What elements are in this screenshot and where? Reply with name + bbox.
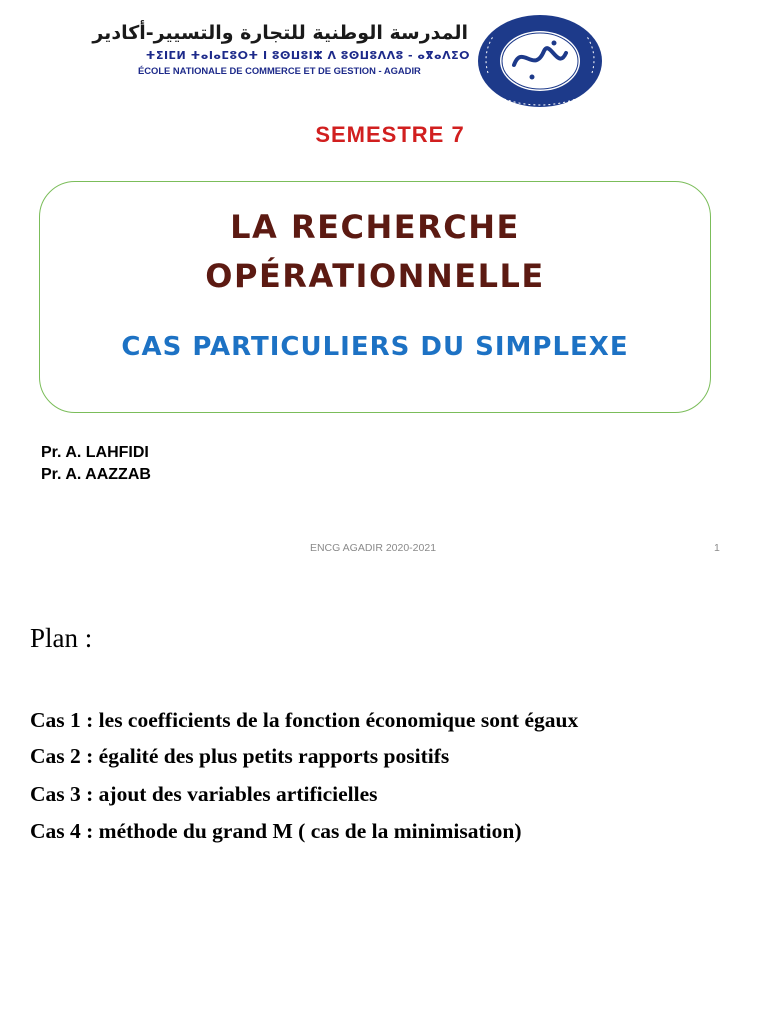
university-seal-logo <box>474 13 606 109</box>
school-name-french: ÉCOLE NATIONALE DE COMMERCE ET DE GESTION - AGADIR <box>138 65 421 76</box>
author-2: Pr. A. AAZZAB <box>41 466 151 483</box>
plan-item: Cas 2 : égalité des plus petits rapports positifs <box>30 744 450 768</box>
plan-title: Plan : <box>30 623 93 653</box>
plan-item: Cas 3 : ajout des variables artificielles <box>30 782 378 806</box>
plan-item: Cas 1 : les coefficients de la fonction économique sont égaux <box>30 708 579 732</box>
title-line-2: OPÉRATIONNELLE <box>205 257 545 295</box>
footer-text: ENCG AGADIR 2020-2021 <box>309 542 437 554</box>
author-1: Pr. A. LAHFIDI <box>41 444 149 461</box>
page-number: 1 <box>714 542 720 554</box>
subtitle: CAS PARTICULIERS DU SIMPLEXE <box>121 332 629 362</box>
title-line-1: LA RECHERCHE <box>230 208 520 246</box>
school-name-arabic: المدرسة الوطنية للتجارة والتسيير-أكادير <box>92 22 468 44</box>
semester-label: SEMESTRE 7 <box>315 122 465 147</box>
school-name-tifinagh: ⵜⵉⵏⵎⵍ ⵜⴰⵏⴰⵎⵓⵔⵜ ⵏ ⵓⵙⵡⵓⵏⵣ ⴷ ⵓⵙⵡⵓⴷⴷⵓ - ⴰⴳⴰⴷⵉⵔ <box>145 49 470 62</box>
plan-item: Cas 4 : méthode du grand M ( cas de la minimisation) <box>30 819 522 843</box>
